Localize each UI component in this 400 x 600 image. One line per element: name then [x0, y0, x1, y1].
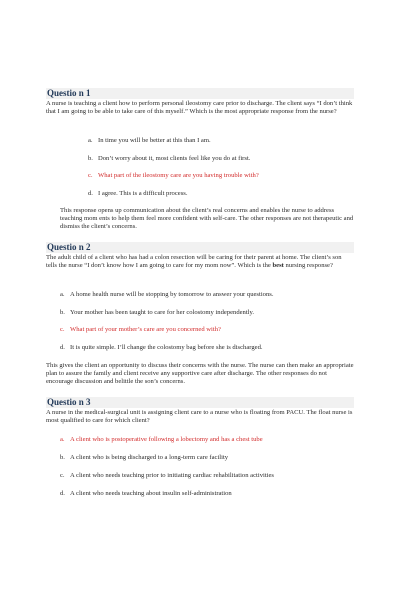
q3-option-c [60, 472, 274, 480]
q2-option-b [60, 309, 254, 317]
option-letter: c. [88, 172, 93, 179]
question-3 [46, 397, 354, 425]
q3-option-a-correct [60, 436, 263, 444]
option-letter: c. [60, 472, 65, 479]
option-letter: b. [60, 454, 65, 461]
option-letter: a. [88, 137, 93, 144]
q2-option-c-correct [60, 326, 221, 334]
q1-option-d [88, 190, 187, 198]
option-text: I agree. This is a difficult process. [98, 190, 188, 197]
question-1-title: Questio n 1 [46, 88, 354, 99]
q1-option-a [88, 137, 211, 145]
question-2-title: Questio n 2 [46, 242, 354, 253]
option-letter: b. [88, 155, 93, 162]
option-text: It is quite simple. I’ll change the colostomy bag before she is discharged. [70, 344, 263, 351]
option-letter: b. [60, 309, 65, 316]
q2-option-a [60, 291, 273, 299]
q3-option-d [60, 490, 232, 498]
option-text: A client who is postoperative following a lobectomy and has a chest tube [70, 436, 263, 443]
question-1-explanation: This response opens up communication about the client’s real concerns and enables the nurse to address teaching mom ents to help them feel more confident with self-care. The other responses are not therapeutic and dismiss the client’s concerns. [60, 207, 354, 230]
emphasis-best: best [272, 262, 284, 269]
option-text: What part of the ileostomy care are you having trouble with? [98, 172, 259, 179]
question-1 [46, 88, 354, 116]
question-1-stem: A nurse is teaching a client how to perform personal ileostomy care prior to discharge. The client says “I don’t think that I am going to be able to take care of this myself.” Which is the most appropriate response from the nurse? [46, 100, 353, 115]
option-letter: d. [88, 190, 93, 197]
q3-option-b [60, 454, 228, 462]
option-text: A home health nurse will be stopping by tomorrow to answer your questions. [70, 291, 274, 298]
option-letter: d. [60, 344, 65, 351]
question-2-explanation: This gives the client an opportunity to discuss their concerns with the nurse. The nurse can then make an appropriate plan to assure the family and client receive any supportive care after discharge. The other responses do not encourage discussion and belittle the son’s concerns. [46, 362, 354, 385]
question-3-stem: A nurse in the medical-surgical unit is assigning client care to a nurse who is floating from PACU. The float nurse is most qualified to care for which client? [46, 409, 353, 424]
option-text: Don’t worry about it, most clients feel like you do at first. [98, 155, 251, 162]
option-letter: a. [60, 291, 65, 298]
option-text: A client who is being discharged to a long-term care facility [70, 454, 229, 461]
option-text: A client who needs teaching about insulin self-administration [70, 490, 232, 497]
question-3-title: Questio n 3 [46, 397, 354, 408]
option-text: In time you will be better at this than I am. [98, 137, 211, 144]
q1-option-c-correct [88, 172, 259, 180]
option-letter: a. [60, 436, 65, 443]
q1-option-b [88, 155, 250, 163]
option-text: Your mother has been taught to care for her colostomy independently. [70, 309, 255, 316]
q2-option-d [60, 344, 263, 352]
option-text: What part of your mother’s care are you concerned with? [70, 326, 221, 333]
option-letter: d. [60, 490, 65, 497]
question-2 [46, 242, 354, 270]
option-text: A client who needs teaching prior to initiating cardiac rehabilitation activities [70, 472, 274, 479]
option-letter: c. [60, 326, 65, 333]
question-2-stem: The adult child of a client who has had a colon resection will be caring for their parent at home. The client’s son tells the nurse “I don’t know how I am going to care for my mom now”. Which is the best nursing response? [46, 254, 342, 269]
